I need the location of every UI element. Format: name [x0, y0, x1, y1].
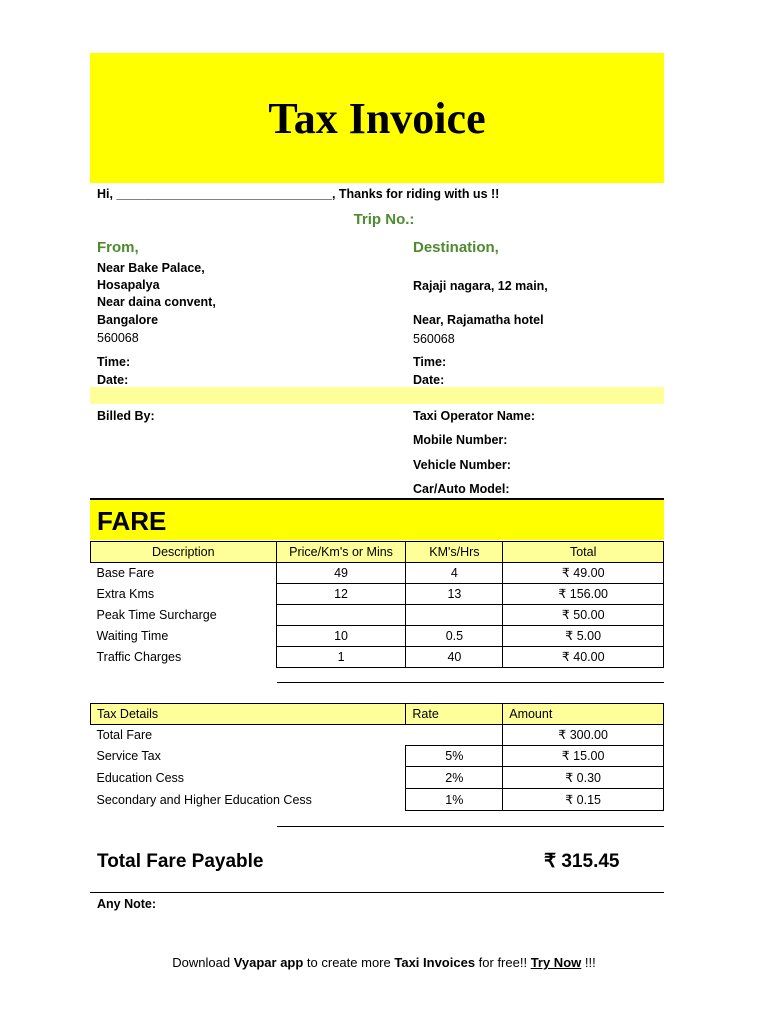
greeting-line: Hi, _______________________________, Thanks for riding with us !!: [97, 187, 500, 201]
tax-rate: [406, 725, 503, 746]
separator-band: [90, 387, 664, 404]
fare-price: 1: [276, 647, 406, 668]
tax-row: [91, 746, 664, 767]
tax-table: [90, 703, 664, 811]
tax-desc: Education Cess: [96, 770, 185, 785]
destination-address-line2: Near, Rajamatha hotel: [413, 313, 544, 327]
tax-rate: 2%: [406, 767, 503, 789]
fare-col-description: Description: [91, 542, 277, 563]
destination-time-label: Time:: [413, 355, 447, 369]
tax-amount: ₹ 15.00: [503, 746, 664, 767]
from-address-line3: Near daina convent,: [97, 295, 216, 309]
from-pincode: 560068: [97, 331, 139, 345]
fare-desc: Peak Time Surcharge: [96, 608, 217, 622]
fare-row: [91, 584, 664, 605]
from-address-line4: Bangalore: [97, 313, 159, 327]
tax-row: [91, 725, 664, 746]
vehicle-number-label: Vehicle Number:: [413, 458, 511, 472]
footer-text: Download: [172, 955, 234, 970]
trip-no-label: Trip No.:: [353, 211, 415, 228]
footer-text: for free!!: [475, 955, 531, 970]
tax-row: [91, 767, 664, 789]
mobile-number-label: Mobile Number:: [413, 433, 508, 447]
footer-promo: [0, 954, 768, 972]
tax-desc: Secondary and Higher Education Cess: [96, 792, 312, 807]
car-model-label: Car/Auto Model:: [413, 482, 510, 496]
fare-col-total: Total: [503, 542, 664, 563]
fare-row: [91, 605, 664, 626]
from-address-line1: Near Bake Palace,: [97, 261, 205, 275]
billed-by-label: Billed By:: [97, 409, 155, 423]
tax-amount: ₹ 0.30: [503, 767, 664, 789]
divider-line: [277, 826, 664, 827]
from-time-label: Time:: [97, 355, 131, 369]
fare-col-qty: KM's/Hrs: [406, 542, 503, 563]
tax-col-amount: Amount: [503, 704, 664, 725]
divider-line: [277, 682, 664, 683]
from-heading: From,: [97, 239, 139, 256]
footer-app-name: Vyapar app: [233, 955, 304, 970]
fare-qty: 4: [406, 563, 503, 584]
fare-price: 49: [276, 563, 406, 584]
try-now-link[interactable]: Try Now: [530, 955, 582, 970]
fare-band: [90, 498, 664, 540]
footer-text: !!!: [581, 955, 596, 970]
footer-text: to create more: [303, 955, 395, 970]
fare-table-header: [91, 542, 664, 563]
fare-qty: 0.5: [406, 626, 503, 647]
fare-desc: Base Fare: [96, 566, 155, 581]
fare-qty: 13: [406, 584, 503, 605]
fare-desc: Extra Kms: [96, 587, 155, 601]
tax-amount: ₹ 300.00: [503, 725, 664, 746]
fare-heading: FARE: [97, 506, 167, 536]
fare-desc: Traffic Charges: [96, 650, 182, 664]
fare-qty: 40: [406, 647, 503, 668]
fare-price: 10: [276, 626, 406, 647]
divider-line: [90, 892, 664, 893]
fare-row: [91, 626, 664, 647]
fare-price: 12: [276, 584, 406, 605]
fare-desc: Waiting Time: [96, 629, 169, 643]
fare-total: ₹ 40.00: [503, 647, 664, 668]
destination-date-label: Date:: [413, 373, 445, 387]
tax-amount: ₹ 0.15: [503, 789, 664, 811]
operator-name-label: Taxi Operator Name:: [413, 409, 536, 423]
from-date-label: Date:: [97, 373, 129, 387]
fare-total: ₹ 156.00: [503, 584, 664, 605]
destination-address-line1: Rajaji nagara, 12 main,: [413, 279, 548, 293]
any-note-label: Any Note:: [97, 897, 157, 911]
fare-row: [91, 647, 664, 668]
from-address-line2: Hosapalya: [97, 278, 160, 292]
fare-price: [276, 605, 406, 626]
tax-col-rate: Rate: [406, 704, 503, 725]
fare-table: [90, 541, 664, 668]
tax-rate: 1%: [406, 789, 503, 811]
tax-rate: 5%: [406, 746, 503, 767]
fare-total: ₹ 49.00: [503, 563, 664, 584]
invoice-title: Tax Invoice: [268, 94, 486, 143]
destination-pincode: 560068: [413, 332, 455, 346]
tax-desc: Service Tax: [96, 749, 161, 763]
tax-row: [91, 789, 664, 811]
tax-desc: Total Fare: [96, 728, 153, 743]
total-payable-label: Total Fare Payable: [97, 851, 264, 872]
fare-qty: [406, 605, 503, 626]
destination-heading: Destination,: [413, 239, 499, 256]
tax-col-details: Tax Details: [91, 704, 406, 725]
tax-table-header: [91, 704, 664, 725]
fare-total: ₹ 5.00: [503, 626, 664, 647]
fare-col-price: Price/Km's or Mins: [276, 542, 406, 563]
total-payable-value: ₹ 315.45: [544, 851, 620, 872]
fare-total: ₹ 50.00: [503, 605, 664, 626]
fare-row: [91, 563, 664, 584]
footer-taxi-invoices: Taxi Invoices: [394, 955, 476, 970]
